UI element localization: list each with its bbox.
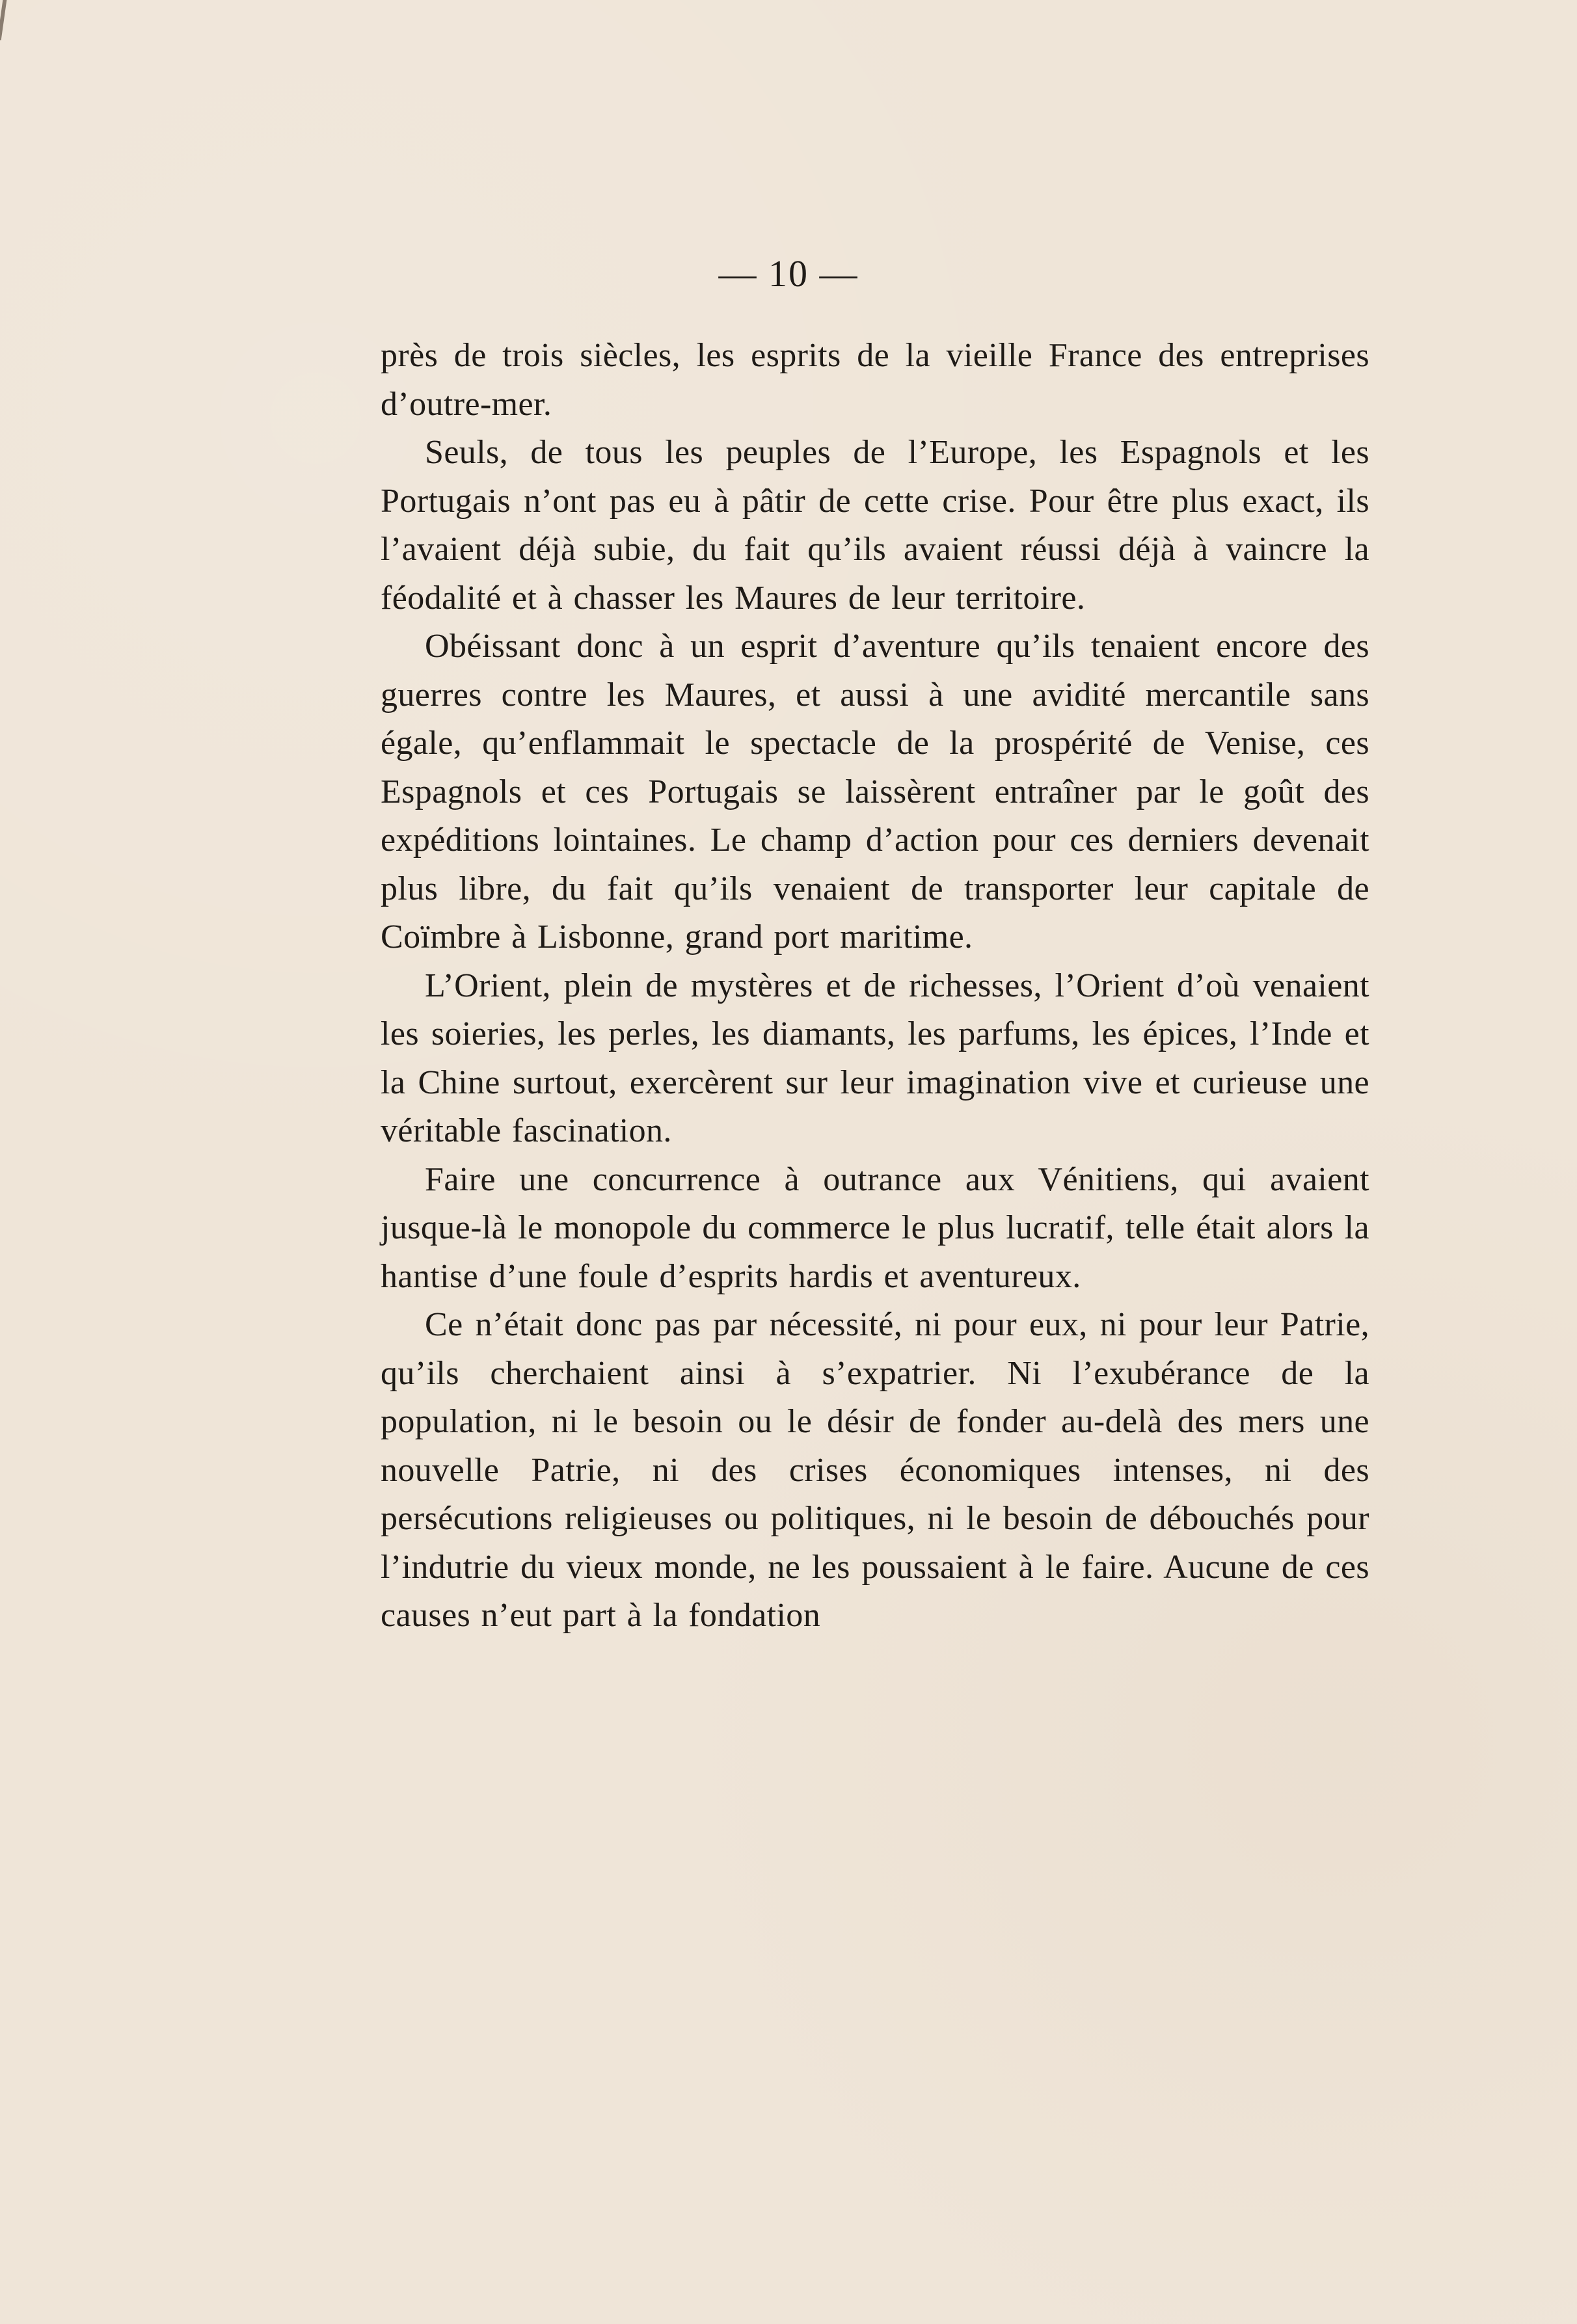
- paragraph-2: Seuls, de tous les peuples de l’Europe, les Espagnols et les Portugais n’ont pas eu à pâtir de cette crise. Pour être plus exact, ils l’avaient déjà subie, du fait qu’ils avaient réussi déjà à vaincre la féodalité et à chasser les Maures de leur territoire.: [381, 434, 1369, 617]
- paragraph-1: près de trois siècles, les esprits de la vieille France des entreprises d’outre-mer.: [381, 337, 1369, 423]
- page-edge-mark: [0, 0, 7, 40]
- paragraph-6: Ce n’était donc pas par nécessité, ni pour eux, ni pour leur Patrie, qu’ils cherchaient ainsi à s’expatrier. Ni l’exubérance de la population, ni le besoin ou le désir de fonder au-delà des mers une nouvelle Patrie, ni des crises économiques intenses, ni des persécutions religieuses ou politiques, ni le besoin de débouchés pour l’indutrie du vieux monde, ne les poussaient à le faire. Aucune de ces causes n’eut part à la fondation: [381, 1306, 1369, 1634]
- body-text: [381, 332, 1369, 1640]
- page-number: — 10 —: [718, 252, 859, 295]
- paragraph-3: Obéissant donc à un esprit d’aventure qu’ils tenaient encore des guerres contre les Maures, et aussi à une avidité mercantile sans égale, qu’enflammait le spectacle de la prospérité de Venise, ces Espagnols et ces Portugais se laissèrent entraîner par le goût des expéditions lointaines. Le champ d’action pour ces derniers devenait plus libre, du fait qu’ils venaient de transporter leur capitale de Coïmbre à Lisbonne, grand port maritime.: [381, 628, 1369, 955]
- paragraph-4: L’Orient, plein de mystères et de richesses, l’Orient d’où venaient les soieries, les perles, les diamants, les parfums, les épices, l’Inde et la Chine surtout, exercèrent sur leur imagination vive et curieuse une véritable fascination.: [381, 967, 1369, 1149]
- paragraph-5: Faire une concurrence à outrance aux Vénitiens, qui avaient jusque-là le monopole du commerce le plus lucratif, telle était alors la hantise d’une foule d’esprits hardis et aventureux.: [381, 1160, 1369, 1295]
